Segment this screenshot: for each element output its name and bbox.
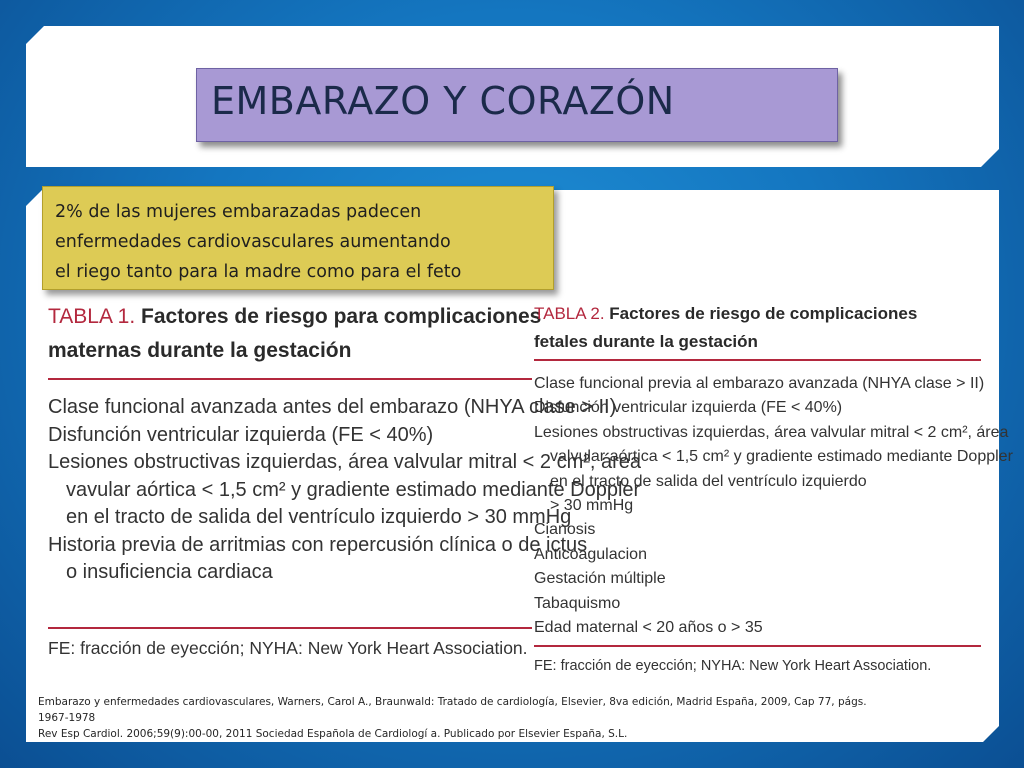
table2-body xyxy=(534,372,1013,640)
callout-line: 2% de las mujeres embarazadas padecen xyxy=(55,202,422,222)
references xyxy=(38,694,978,742)
table1-item: en el tracto de salida del ventrículo izquierdo > 30 mmHg xyxy=(66,506,572,528)
table1-item: Historia previa de arritmias con repercusión clínica o de ictus xyxy=(48,533,588,556)
callout-box xyxy=(42,186,554,290)
table1-footnote: FE: fracción de eyección; NYHA: New York Heart Association. xyxy=(48,638,528,658)
callout-line: enfermedades cardiovasculares aumentando xyxy=(55,232,451,252)
table2-label: TABLA 2. xyxy=(534,304,605,323)
table2-item: > 30 mmHg xyxy=(550,497,634,515)
table2-item: Tabaquismo xyxy=(534,594,621,612)
table2-item: Anticoagulacion xyxy=(534,545,647,563)
table1-label: TABLA 1. xyxy=(48,305,136,328)
slide-title: EMBARAZO Y CORAZÓN xyxy=(211,79,675,123)
table1-item: Disfunción ventricular izquierda (FE < 40%) xyxy=(48,423,434,446)
callout-line: el riego tanto para la madre como para el feto xyxy=(55,262,462,282)
reference-line: Rev Esp Cardiol. 2006;59(9):00-00, 2011 Sociedad Española de Cardiologí a. Publicado por Elsevier España, S.L. xyxy=(38,728,628,740)
table2-footnote: FE: fracción de eyección; NYHA: New York Heart Association. xyxy=(534,658,932,674)
table2-item: en el tracto de salida del ventrículo izquierdo xyxy=(550,472,867,490)
table1-bottom-rule xyxy=(48,627,532,629)
table2-item: Clase funcional previa al embarazo avanzada (NHYA clase > II) xyxy=(534,375,985,392)
table1-title-line1: Factores de riesgo para complicaciones xyxy=(141,305,542,328)
table2-item: Disfunción ventricular izquierda (FE < 40%) xyxy=(534,399,843,417)
table1-title-line2: maternas durante la gestación xyxy=(48,339,352,362)
table2-top-rule xyxy=(534,359,981,361)
reference-line: Embarazo y enfermedades cardiovasculares, Warners, Carol A., Braunwald: Tratado de cardiología, Elsevier, 8va edición, Madrid España, 2009, Cap 77, págs. xyxy=(38,696,867,708)
table2-bottom-rule xyxy=(534,645,981,647)
table1-title xyxy=(48,300,541,368)
table2-item: Cianosis xyxy=(534,521,596,539)
reference-line: 1967-1978 xyxy=(38,712,96,724)
table2-item: Edad maternal < 20 años o > 35 xyxy=(534,619,763,637)
table2-title xyxy=(534,300,917,356)
table1-item: o insuficiencia cardiaca xyxy=(66,561,273,583)
table1-item: vavular aórtica < 1,5 cm² y gradiente estimado mediante Doppler xyxy=(66,478,641,501)
table2-title-line2: fetales durante la gestación xyxy=(534,332,758,351)
table2-title-line1: Factores de riesgo de complicaciones xyxy=(609,304,918,323)
table2-item: Lesiones obstructivas izquierdas, área valvular mitral < 2 cm², área xyxy=(534,423,1009,441)
title-box xyxy=(196,68,838,142)
table2-item: Gestación múltiple xyxy=(534,570,666,588)
table1-top-rule xyxy=(48,378,532,380)
table2-item: valvular aórtica < 1,5 cm² y gradiente estimado mediante Doppler xyxy=(550,448,1013,466)
table1-item: Clase funcional avanzada antes del embarazo (NHYA clase > II) xyxy=(48,396,617,418)
table1-item: Lesiones obstructivas izquierdas, área valvular mitral < 2 cm², área xyxy=(48,451,642,473)
